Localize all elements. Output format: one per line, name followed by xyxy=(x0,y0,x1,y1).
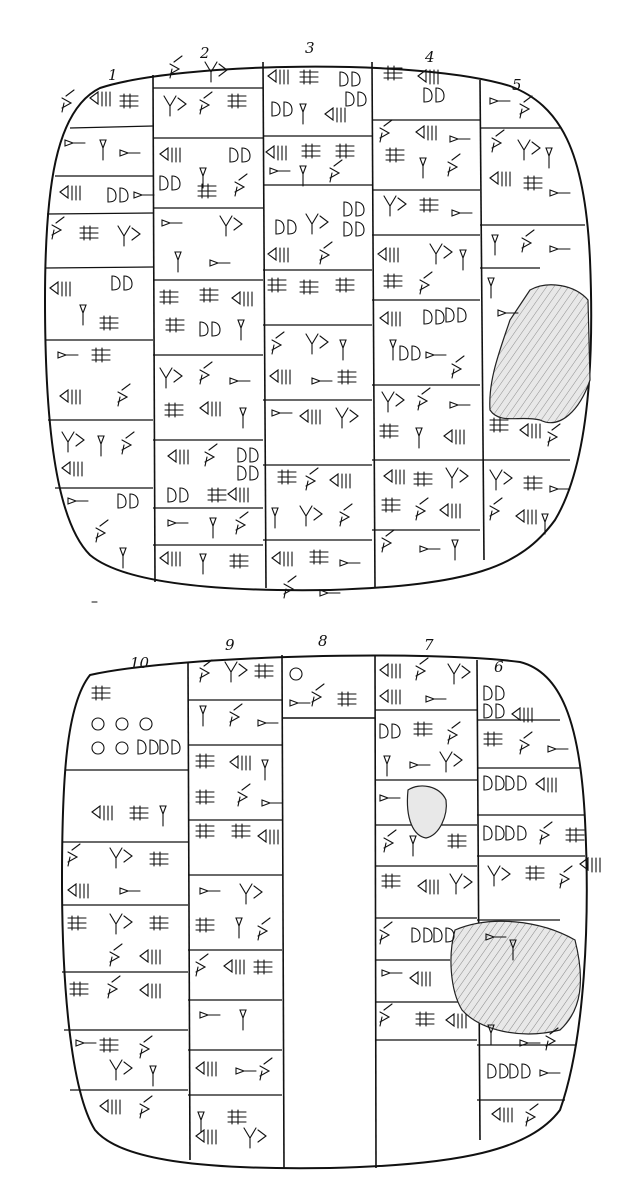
reverse-outline xyxy=(62,656,587,1169)
obverse-signs xyxy=(50,56,570,598)
obverse-col-3-number: 3 xyxy=(305,39,315,57)
obverse-col-2-number: 2 xyxy=(200,44,210,62)
obverse-col-5-number: 5 xyxy=(512,76,522,94)
obverse-col-4-number: 4 xyxy=(425,48,435,66)
reverse-col-9-number: 9 xyxy=(225,636,235,654)
reverse-signs xyxy=(68,658,600,1148)
reverse-col-6-number: 6 xyxy=(494,658,504,676)
obverse-tablet xyxy=(45,39,591,598)
reverse-col-7-number: 7 xyxy=(424,636,434,654)
reverse-tablet xyxy=(62,632,600,1168)
reverse-col-8-number: 8 xyxy=(318,632,328,650)
obverse-col-1-number: 1 xyxy=(108,66,118,84)
reverse-damage-small xyxy=(407,786,446,838)
reverse-col-10-number: 10 xyxy=(130,654,150,672)
